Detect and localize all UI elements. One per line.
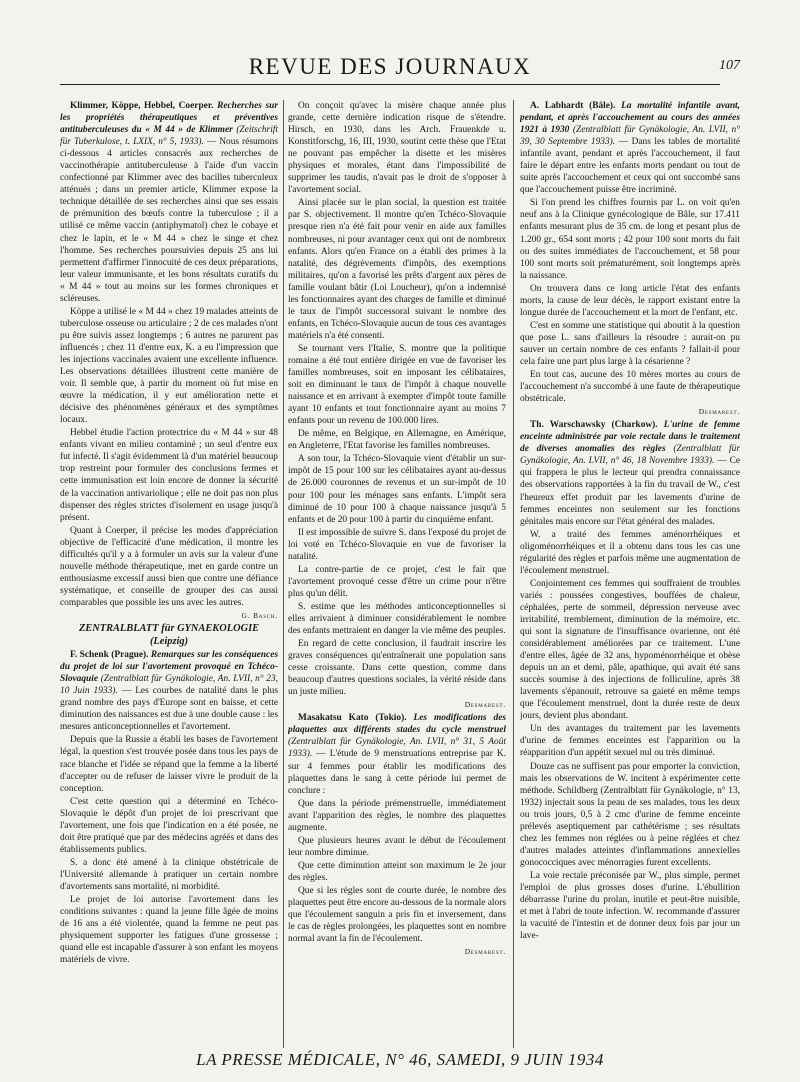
article-title: Recherches sur les propriétés thérapeutiques et préventives antituberculeuses du « M 44 » de Klimmer xyxy=(60,101,278,136)
article-paragraph: S. a donc été amené à la clinique obstétricale de l'Université allemande à pratiquer un certain nombre d'avortements sans mortalité, ni morbidité. xyxy=(60,857,278,892)
masthead xyxy=(60,52,740,85)
article-paragraph xyxy=(520,100,740,196)
article-paragraph: Que si les règles sont de courte durée, le nombre des plaquettes peut être encore au-dessous de la normale alors que l'écoulement sanguin a pris fin et inversement, dans le cas de règles prolongées, les plaquettes sont en nombre normal avant la fin de l'écoulement. xyxy=(288,886,506,945)
article-signature: Desmarest. xyxy=(698,407,740,417)
article-authors: Klimmer, Köppe, Hebbel, Coerper. xyxy=(70,101,214,111)
article-text: — Ce qui frappera le plus le lecteur qui prendra connaissance des observations rapportées à la fin du travail de W., c'est l'heureux effet produit par les lavements d'urine de femmes enceintes non seulement sur les fonctions génitales mais encore sur l'état général des malades. xyxy=(520,456,740,527)
column-3 xyxy=(520,100,740,1040)
article-source: (Zentralblatt für Gynäkologie, An. LVII, n° 46, 18 Novembre 1933). xyxy=(520,444,740,467)
article-paragraph: De même, en Belgique, en Allemagne, en Amérique, en Angleterre, l'Etat favorise les familles nombreuses. xyxy=(288,429,506,452)
article-paragraph: Ainsi placée sur le plan social, la question est traitée par S. objectivement. Il montre qu'en Tchéco-Slovaquie presque rien n'a été fait pour venir en aide aux familles nombreuses, ni pour avantager ceux qui ont de nombreux enfants. Alors qu'en France on a établi des primes à la natalité, des dégrèvements d'impôts, des exemptions militaires, qu'on a favorisé les prêts d'argent aux pères de famille voulant bâtir (Loi Loucheur), qu'on a indemnisé les fonctionnaires ayant des charges de famille et diminué le taux de l'impôt successoral suivant le nombre des enfants, en Tchéco-Slovaquie aucun de tous ces avantages matériels n'a été consenti. xyxy=(288,198,506,341)
article-authors: Masakatsu Kato (Tokio). xyxy=(298,713,407,724)
article-title: La mortalité infantile avant, pendant, et après l'accouchement au cours des années 1921 à 1930 xyxy=(520,101,740,136)
article-source: (Zentralblatt für Gynäkologie, An. LVII, n° 23, 10 Juin 1933). xyxy=(60,674,278,697)
article-paragraph: On trouvera dans ce long article l'état des enfants morts, la cause de leur décès, le rapport existant entre la longue durée de l'accouchement et la mort de l'enfant, etc. xyxy=(520,283,740,318)
article-paragraph xyxy=(60,649,278,733)
page-title: REVUE DES JOURNAUX xyxy=(248,54,532,79)
article-paragraph: Il est impossible de suivre S. dans l'exposé du projet de loi voté en Tchéco-Slovaquie en vue de favoriser la natalité. xyxy=(288,527,506,562)
article-paragraph: En regard de cette conclusion, il faudrait inscrire les graves conséquences qu'entraînerait une population sans cesse croissante. Dans cette question, comme dans beaucoup d'autres questions sociales, la vérité réside dans un juste milieu. xyxy=(288,639,506,698)
section-place: (Leipzig) xyxy=(149,636,189,648)
section-heading: ZENTRALBLATT für GYNAEKOLOGIE xyxy=(78,623,260,635)
page-footer: LA PRESSE MÉDICALE, N° 46, SAMEDI, 9 JUIN 1934 xyxy=(196,1050,604,1069)
article-authors: Th. Warschawsky (Charkow). xyxy=(530,420,658,431)
article-source: (Zentralblatt für Gynäkologie, An. LVII, n° 31, 5 Août 1933). xyxy=(288,737,506,760)
article-paragraph: W. a traité des femmes aménorrhéiques et oligoménorrhéiques et il a obtenu dans tous les cas une régularité des règles et parfois même une augmentation de l'écoulement menstruel. xyxy=(520,529,740,576)
article-signature: Desmarest. xyxy=(464,700,506,710)
article-authors: F. Schenk (Prague). xyxy=(70,650,149,661)
article-paragraph: C'est cette question qui a déterminé en Tchéco-Slovaquie le dépôt d'un projet de loi prescrivant que l'avortement, une fois que l'indication en a été posée, ne doit être pratiqué que par des médecins agréés et dans des établissements publics. xyxy=(60,796,278,855)
article-authors: A. Labhardt (Bâle). xyxy=(530,101,616,111)
column-divider xyxy=(513,100,514,1048)
article-paragraph xyxy=(60,100,278,305)
article-paragraph: Conjointement ces femmes qui souffraient de troubles variés : poussées congestives, bouffées de chaleur, céphalées, perte de sommeil, dépression nerveuse avec irritabilité, tremblement, diminution de la mémoire, etc. qui sont la signature de l'insuffisance ovarienne, ont été considérablement améliorées par ce traitement. L'une d'entre elles, âgée de 32 ans, hypoménorrhéique et obèse depuis un an et demi, pâle, apathique, qui avait été sans succès soumise à des injections de folliculine, après 38 lavements s'épanouit, retrouve sa gaieté en même temps que l'écoulement menstruel, dont la durée reste de deux jours, devient plus abondant. xyxy=(520,578,740,722)
article-paragraph: C'est en somme une statistique qui aboutit à la question que pose L. sans d'ailleurs la résoudre : aurait-on pu sauver un certain nombre de ces enfants ? fallait-il pour cela faire une part plus large à la césarienne ? xyxy=(520,320,740,367)
article-paragraph: Douze cas ne suffisent pas pour emporter la conviction, mais les observations de W. incitent à expérimenter cette méthode. Schildberg (Zentralblatt für Gynäkologie, n° 13, 1932) injectait sous la peau de ses malades, tous les deux ou trois jours, 0,5 à 2 cmc d'urine de femme enceinte prélevés aseptiquement par cathétérisme ; ses résultats chez les femmes non réglées ou à peine réglées et chez d'autres malades atteintes d'inflammations annexielles gonococciques avec ménorragies furent excellents. xyxy=(520,761,740,868)
article-paragraph: Hebbel étudie l'action protectrice du « M 44 » sur 48 enfants vivant en milieu contaminé ; un seul d'entre eux fut infecté. Il s'agit évidemment là d'un matériel beaucoup trop restreint pour formuler des conclusions fermes et cette immunisation est loin encore de donner la sécurité de la vaccination antivariolique ; elle ne doit pas non plus dispenser des règles strictes d'isolement en usage jusqu'à présent. xyxy=(60,428,278,523)
article-paragraph: Le projet de loi autorise l'avortement dans les conditions suivantes : quand la jeune fille âgée de moins de 16 ans a été violentée, quand la femme ne peut pas physiquement supporter les fatigues d'une grossesse ; quand elle est incapable d'assurer à son enfant les moyens matériels de vivre. xyxy=(60,895,278,966)
article-signature: Desmarest. xyxy=(464,947,506,957)
article-paragraph: Que dans la période prémenstruelle, immédiatement avant l'apparition des règles, le nombre des plaquettes augmente. xyxy=(288,798,506,833)
column-divider xyxy=(283,100,284,1048)
page-number: 107 xyxy=(719,58,740,73)
article-paragraph: Se tournant vers l'Italie, S. montre que la politique romaine a été tout entière dirigée en vue de favoriser les familles nombreuses, soit en imposant les célibataires, soit en diminuant le taux de l'impôt à chaque nouvelle naissance et en arrivant à exempter d'impôt toute famille ayant 10 enfants et tout fonctionnaire ayant au moins 7 enfants pour un revenu de 100.000 lires. xyxy=(288,343,506,427)
article-paragraph: Un des avantages du traitement par les lavements d'urine de femmes enceintes est l'apparition ou la réapparition d'un appétit sexuel nul ou très diminué. xyxy=(520,724,740,759)
article-paragraph: A son tour, la Tchéco-Slovaquie vient d'établir un sur-impôt de 15 pour 100 sur les célibataires ayant au-dessus de 26.000 couronnes de revenus et un sur-impôt de 10 pour 100 pour les ménages sans enfants. L'impôt sera diminué de 10 pour 100 à chaque naissance jusqu'à 5 enfants et de 20 pour 100 à partir du cinquième enfant. xyxy=(288,454,506,525)
article-source: (Zentralblatt für Gynäkologie, An. LVII, n° 39, 30 Septembre 1933). xyxy=(520,125,740,148)
article-text: — Nous résumons ci-dessous 4 articles consacrés aux recherches de vaccinothérapie antituberculeuse à l'aide d'un vaccin confectionné par Klimmer avec des bacilles tuberculeux atténués ; dans un premier article, Klimmer expose la technique détaillée de ses recherches ainsi que ses essais de prémunition des bœufs contre la tuberculose ; il a utilisé ce même vaccin (antiphymatol) chez le cobaye et chez le lapin, et le « M 44 » chez le singe et chez l'homme. Ses recherches poursuivies depuis 25 ans lui permettent d'affirmer l'innocuité de ces deux préparations, leur valeur immunisante, et les bons résultats curatifs du « M 44 » tout au moins sur les formes chroniques et scléreuses. xyxy=(60,137,278,304)
article-text: — Les courbes de natalité dans le plus grand nombre des pays d'Europe sont en baisse, et cette diminution des naissances est due à une double cause : les mesures anticonceptionnelles et l'avortement. xyxy=(60,686,278,733)
article-text: — L'étude de 9 menstruations entreprise par K. sur 4 femmes pour établir les modifications des plaquettes dans le sang à cette période lui permet de conclure : xyxy=(288,749,506,796)
article-source: (Zeitschrift für Tuberkulose, t. LXIX, n° 5, 1933). xyxy=(60,125,278,148)
article-paragraph: Köppe a utilisé le « M 44 » chez 19 malades atteints de tuberculose osseuse ou articulaire ; 2 de ces malades n'ont pu être suivis assez longtemps ; 6 autres ne parurent pas influencés ; chez 11 d'entre eux, K. a eu l'impression que les injections vaccinales avaient une excellente influence. Les observations détaillées illustrent cette manière de voir. Il semble que, à partir du moment où fut mise en œuvre la médication, il y eut amélioration nette et décisive des phénomènes généraux et des symptômes locaux. xyxy=(60,306,278,426)
article-paragraph: La contre-partie de ce projet, c'est le fait que l'avortement provoqué cesse d'être un crime pour n'être plus qu'un délit. xyxy=(288,564,506,599)
article-paragraph: Depuis que la Russie a établi les bases de l'avortement légal, la question s'est trouvée posée dans tous les pays de race blanche et l'idée se répand que la femme a la liberté d'accepter ou de refuser de laisser vivre le produit de la conception. xyxy=(60,735,278,794)
article-paragraph: Si l'on prend les chiffres fournis par L. on voit qu'en neuf ans à la Clinique gynécologique de Bâle, sur 17.411 enfants mesurant plus de 35 cm. de long et pesant plus de 1.200 gr., 654 sont morts ; 42 pour 100 sont morts du fait ou des suites immédiates de l'accouchement, et 58 pour 100 sont morts soit prématurément, soit longtemps après la naissance. xyxy=(520,198,740,281)
article-title: Remarques sur les conséquences du projet de loi sur l'avortement provoqué en Tchéco-Slovaquie xyxy=(60,650,278,685)
article-paragraph: La voie rectale préconisée par W., plus simple, permet l'emploi de plus grosses doses d'urine. L'ébullition débarrasse l'urine du prolan, inutile et peut-être nuisible, et met à l'abri de toute infection. W. recommande d'assurer la vacuité de l'intestin et de donner deux fois par jour un lave- xyxy=(520,870,740,942)
article-paragraph: Quant à Coerper, il précise les modes d'appréciation objective de l'efficacité d'une médication, il montre les difficultés qu'il y a à formuler un avis sur la valeur d'une nouvelle méthode thérapeutique, met en garde contre un enthousiasme excessif aussi bien que contre une défiance systématique, et conseille de grouper des cas aussi comparables que possible les uns avec les autres. xyxy=(60,525,278,608)
article-paragraph xyxy=(288,712,506,796)
article-paragraph: Que plusieurs heures avant le début de l'écoulement leur nombre diminue. xyxy=(288,835,506,858)
column-2 xyxy=(288,100,506,1040)
article-paragraph xyxy=(520,419,740,527)
article-signature: G. Basch. xyxy=(241,610,278,620)
article-paragraph: En tout cas, aucune des 10 mères mortes au cours de l'accouchement n'a succombé à une faute de thérapeutique obstétricale. xyxy=(520,370,740,405)
article-title: L'urine de femme enceinte administrée par voie rectale dans le traitement de diverses anomalies des règles xyxy=(520,420,740,455)
article-paragraph: Que cette diminution atteint son maximum le 2e jour des règles. xyxy=(288,860,506,883)
column-1 xyxy=(60,100,278,1040)
article-paragraph: S. estime que les méthodes anticonceptionnelles si elles arrivaient à diminuer considérablement le nombre des enfants mettraient en danger la vie même des peuples. xyxy=(288,601,506,637)
article-text: — Dans les tables de mortalité infantile avant, pendant et après l'accouchement, il faut faire le départ entre les enfants morts pendant ou tout de suite après l'accouchement et ceux qui ont succombé sans que l'accouchement puisse être incriminé. xyxy=(520,137,740,196)
article-title: Les modifications des plaquettes aux différents stades du cycle menstruel xyxy=(288,713,506,736)
article-paragraph: On conçoit qu'avec la misère chaque année plus grande, cette dernière indication risque de s'étendre. Hirsch, en 1930, dans les Arch. Frauenkde u. Konstitforschg, 16, III, 1930, soutint cette thèse que l'Etat ne pouvant pas empêcher la disette et les misères physiques et morales, étant dans l'impossibilité de supprimer les taudis, n'avait pas le droit de s'opposer à l'avortement social. xyxy=(288,101,506,196)
